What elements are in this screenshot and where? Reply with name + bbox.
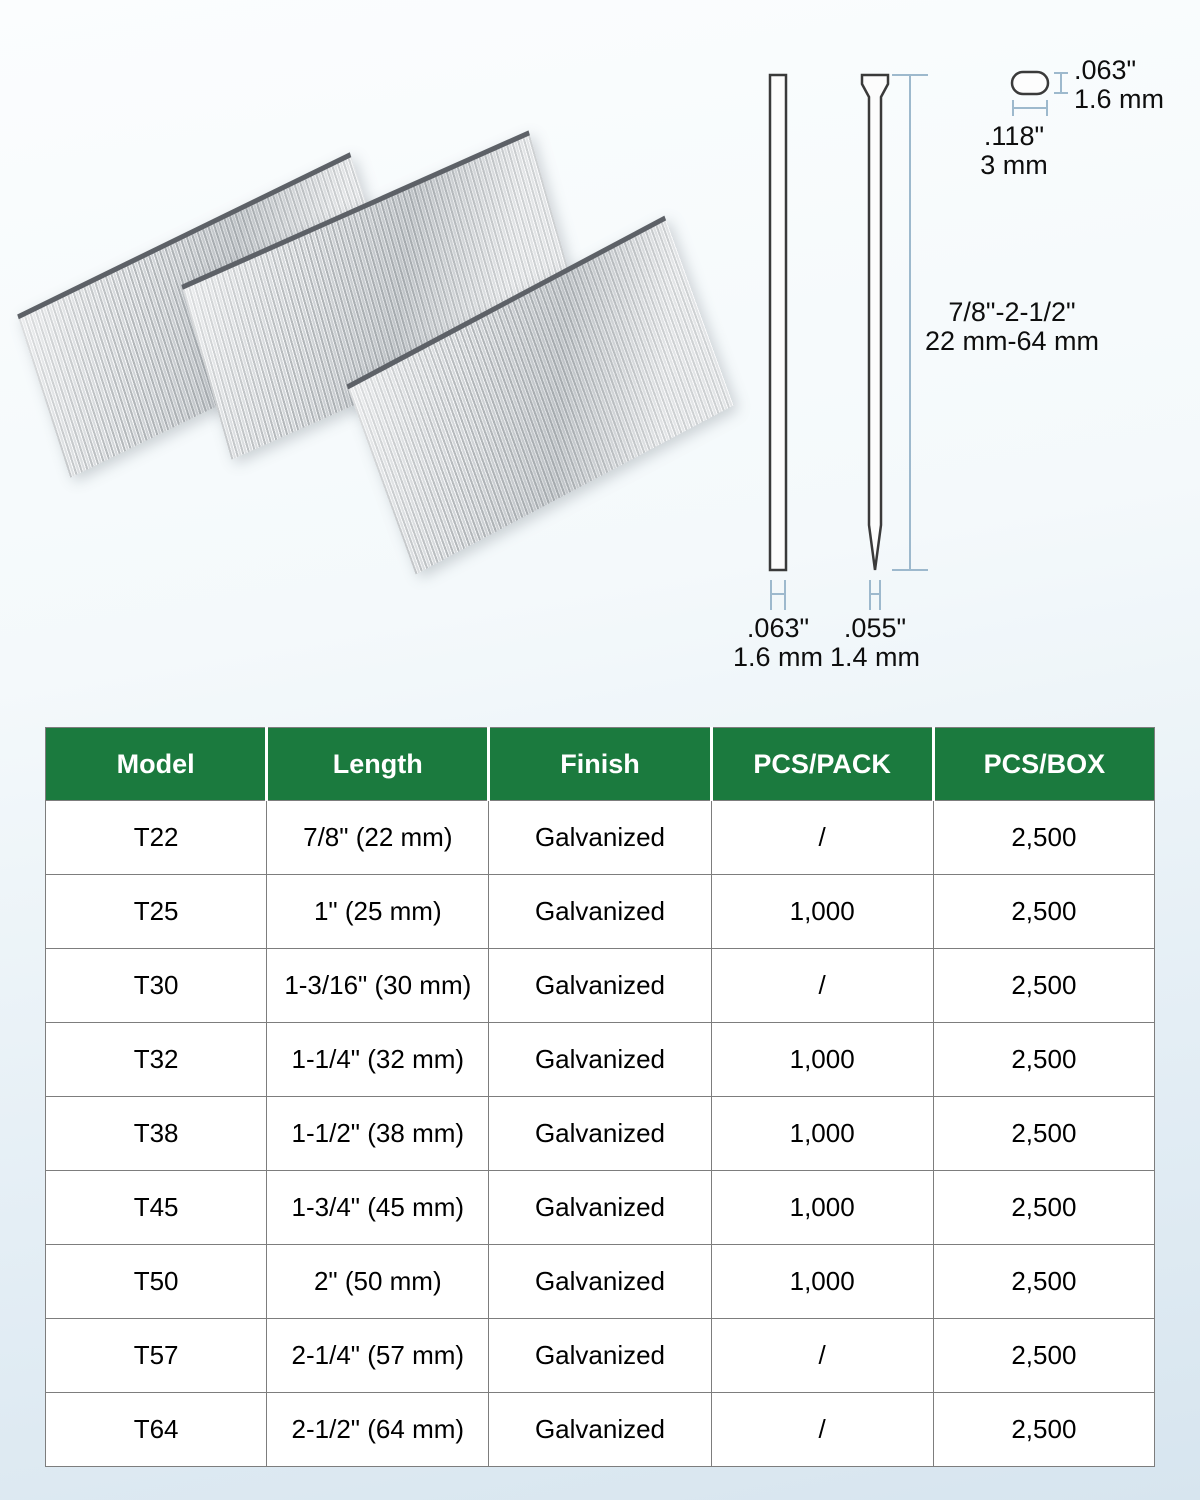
- head-thickness-mm: 1.6 mm: [1074, 84, 1165, 114]
- table-cell-pcs-pack: /: [711, 801, 933, 875]
- table-cell-pcs-pack: /: [711, 949, 933, 1023]
- table-cell-pcs-box: 2,500: [933, 1171, 1154, 1245]
- table-cell-pcs-box: 2,500: [933, 1319, 1154, 1393]
- shank-front-mm: 1.4 mm: [829, 642, 921, 672]
- length-range-mm: 22 mm-64 mm: [924, 326, 1100, 356]
- table-row: [46, 1171, 1155, 1245]
- table-cell-pcs-pack: 1,000: [711, 1245, 933, 1319]
- table-row: [46, 949, 1155, 1023]
- table-row: [46, 1245, 1155, 1319]
- shank-front-label: [813, 614, 937, 672]
- length-range-inch: 7/8"-2-1/2": [948, 297, 1076, 327]
- table-cell-model: T57: [46, 1319, 267, 1393]
- table-cell-finish: Galvanized: [489, 1393, 711, 1467]
- hero-section: [0, 0, 1200, 700]
- table-cell-model: T50: [46, 1245, 267, 1319]
- head-thickness-label: [1074, 56, 1164, 114]
- column-header-finish: Finish: [489, 728, 711, 801]
- spec-table-body: [46, 801, 1155, 1467]
- table-cell-length: 1" (25 mm): [267, 875, 489, 949]
- head-width-label: [955, 122, 1073, 180]
- table-cell-pcs-pack: 1,000: [711, 1097, 933, 1171]
- table-cell-length: 1-3/16" (30 mm): [267, 949, 489, 1023]
- table-cell-finish: Galvanized: [489, 1097, 711, 1171]
- column-header-pcs-box: PCS/BOX: [933, 728, 1154, 801]
- column-header-length: Length: [267, 728, 489, 801]
- table-header-row: [46, 728, 1155, 801]
- table-cell-finish: Galvanized: [489, 1245, 711, 1319]
- table-cell-finish: Galvanized: [489, 949, 711, 1023]
- table-cell-finish: Galvanized: [489, 1319, 711, 1393]
- head-width-mm: 3 mm: [980, 150, 1048, 180]
- table-cell-length: 2-1/2" (64 mm): [267, 1393, 489, 1467]
- table-row: [46, 875, 1155, 949]
- table-cell-finish: Galvanized: [489, 1023, 711, 1097]
- table-cell-pcs-box: 2,500: [933, 1245, 1154, 1319]
- table-cell-pcs-pack: /: [711, 1393, 933, 1467]
- head-cross-section: [1012, 72, 1048, 94]
- nail-front-view: [862, 75, 888, 570]
- table-cell-pcs-box: 2,500: [933, 1393, 1154, 1467]
- table-cell-length: 1-1/2" (38 mm): [267, 1097, 489, 1171]
- spec-table: [45, 727, 1155, 1467]
- table-row: [46, 1023, 1155, 1097]
- table-cell-length: 7/8" (22 mm): [267, 801, 489, 875]
- column-header-pcs-pack: PCS/PACK: [711, 728, 933, 801]
- length-range-label: [897, 298, 1127, 356]
- table-cell-model: T64: [46, 1393, 267, 1467]
- column-header-model: Model: [46, 728, 267, 801]
- table-cell-pcs-box: 2,500: [933, 875, 1154, 949]
- table-cell-pcs-box: 2,500: [933, 801, 1154, 875]
- table-cell-length: 1-3/4" (45 mm): [267, 1171, 489, 1245]
- table-cell-pcs-pack: 1,000: [711, 1171, 933, 1245]
- table-cell-length: 2" (50 mm): [267, 1245, 489, 1319]
- table-cell-model: T38: [46, 1097, 267, 1171]
- table-cell-pcs-pack: 1,000: [711, 875, 933, 949]
- table-cell-finish: Galvanized: [489, 1171, 711, 1245]
- table-cell-pcs-pack: 1,000: [711, 1023, 933, 1097]
- table-row: [46, 1393, 1155, 1467]
- table-row: [46, 801, 1155, 875]
- table-cell-length: 1-1/4" (32 mm): [267, 1023, 489, 1097]
- table-cell-model: T30: [46, 949, 267, 1023]
- table-cell-model: T32: [46, 1023, 267, 1097]
- table-cell-length: 2-1/4" (57 mm): [267, 1319, 489, 1393]
- table-cell-pcs-box: 2,500: [933, 949, 1154, 1023]
- shank-side-mm: 1.6 mm: [732, 642, 824, 672]
- table-cell-model: T45: [46, 1171, 267, 1245]
- table-cell-finish: Galvanized: [489, 875, 711, 949]
- table-cell-model: T25: [46, 875, 267, 949]
- table-row: [46, 1097, 1155, 1171]
- head-width-inch: .118": [983, 121, 1045, 151]
- table-cell-pcs-box: 2,500: [933, 1023, 1154, 1097]
- table-cell-finish: Galvanized: [489, 801, 711, 875]
- table-cell-model: T22: [46, 801, 267, 875]
- table-row: [46, 1319, 1155, 1393]
- nail-side-view: [770, 75, 786, 570]
- shank-side-inch: .063": [746, 613, 810, 643]
- table-cell-pcs-box: 2,500: [933, 1097, 1154, 1171]
- table-cell-pcs-pack: /: [711, 1319, 933, 1393]
- shank-front-inch: .055": [843, 613, 907, 643]
- head-thickness-inch: .063": [1074, 55, 1137, 85]
